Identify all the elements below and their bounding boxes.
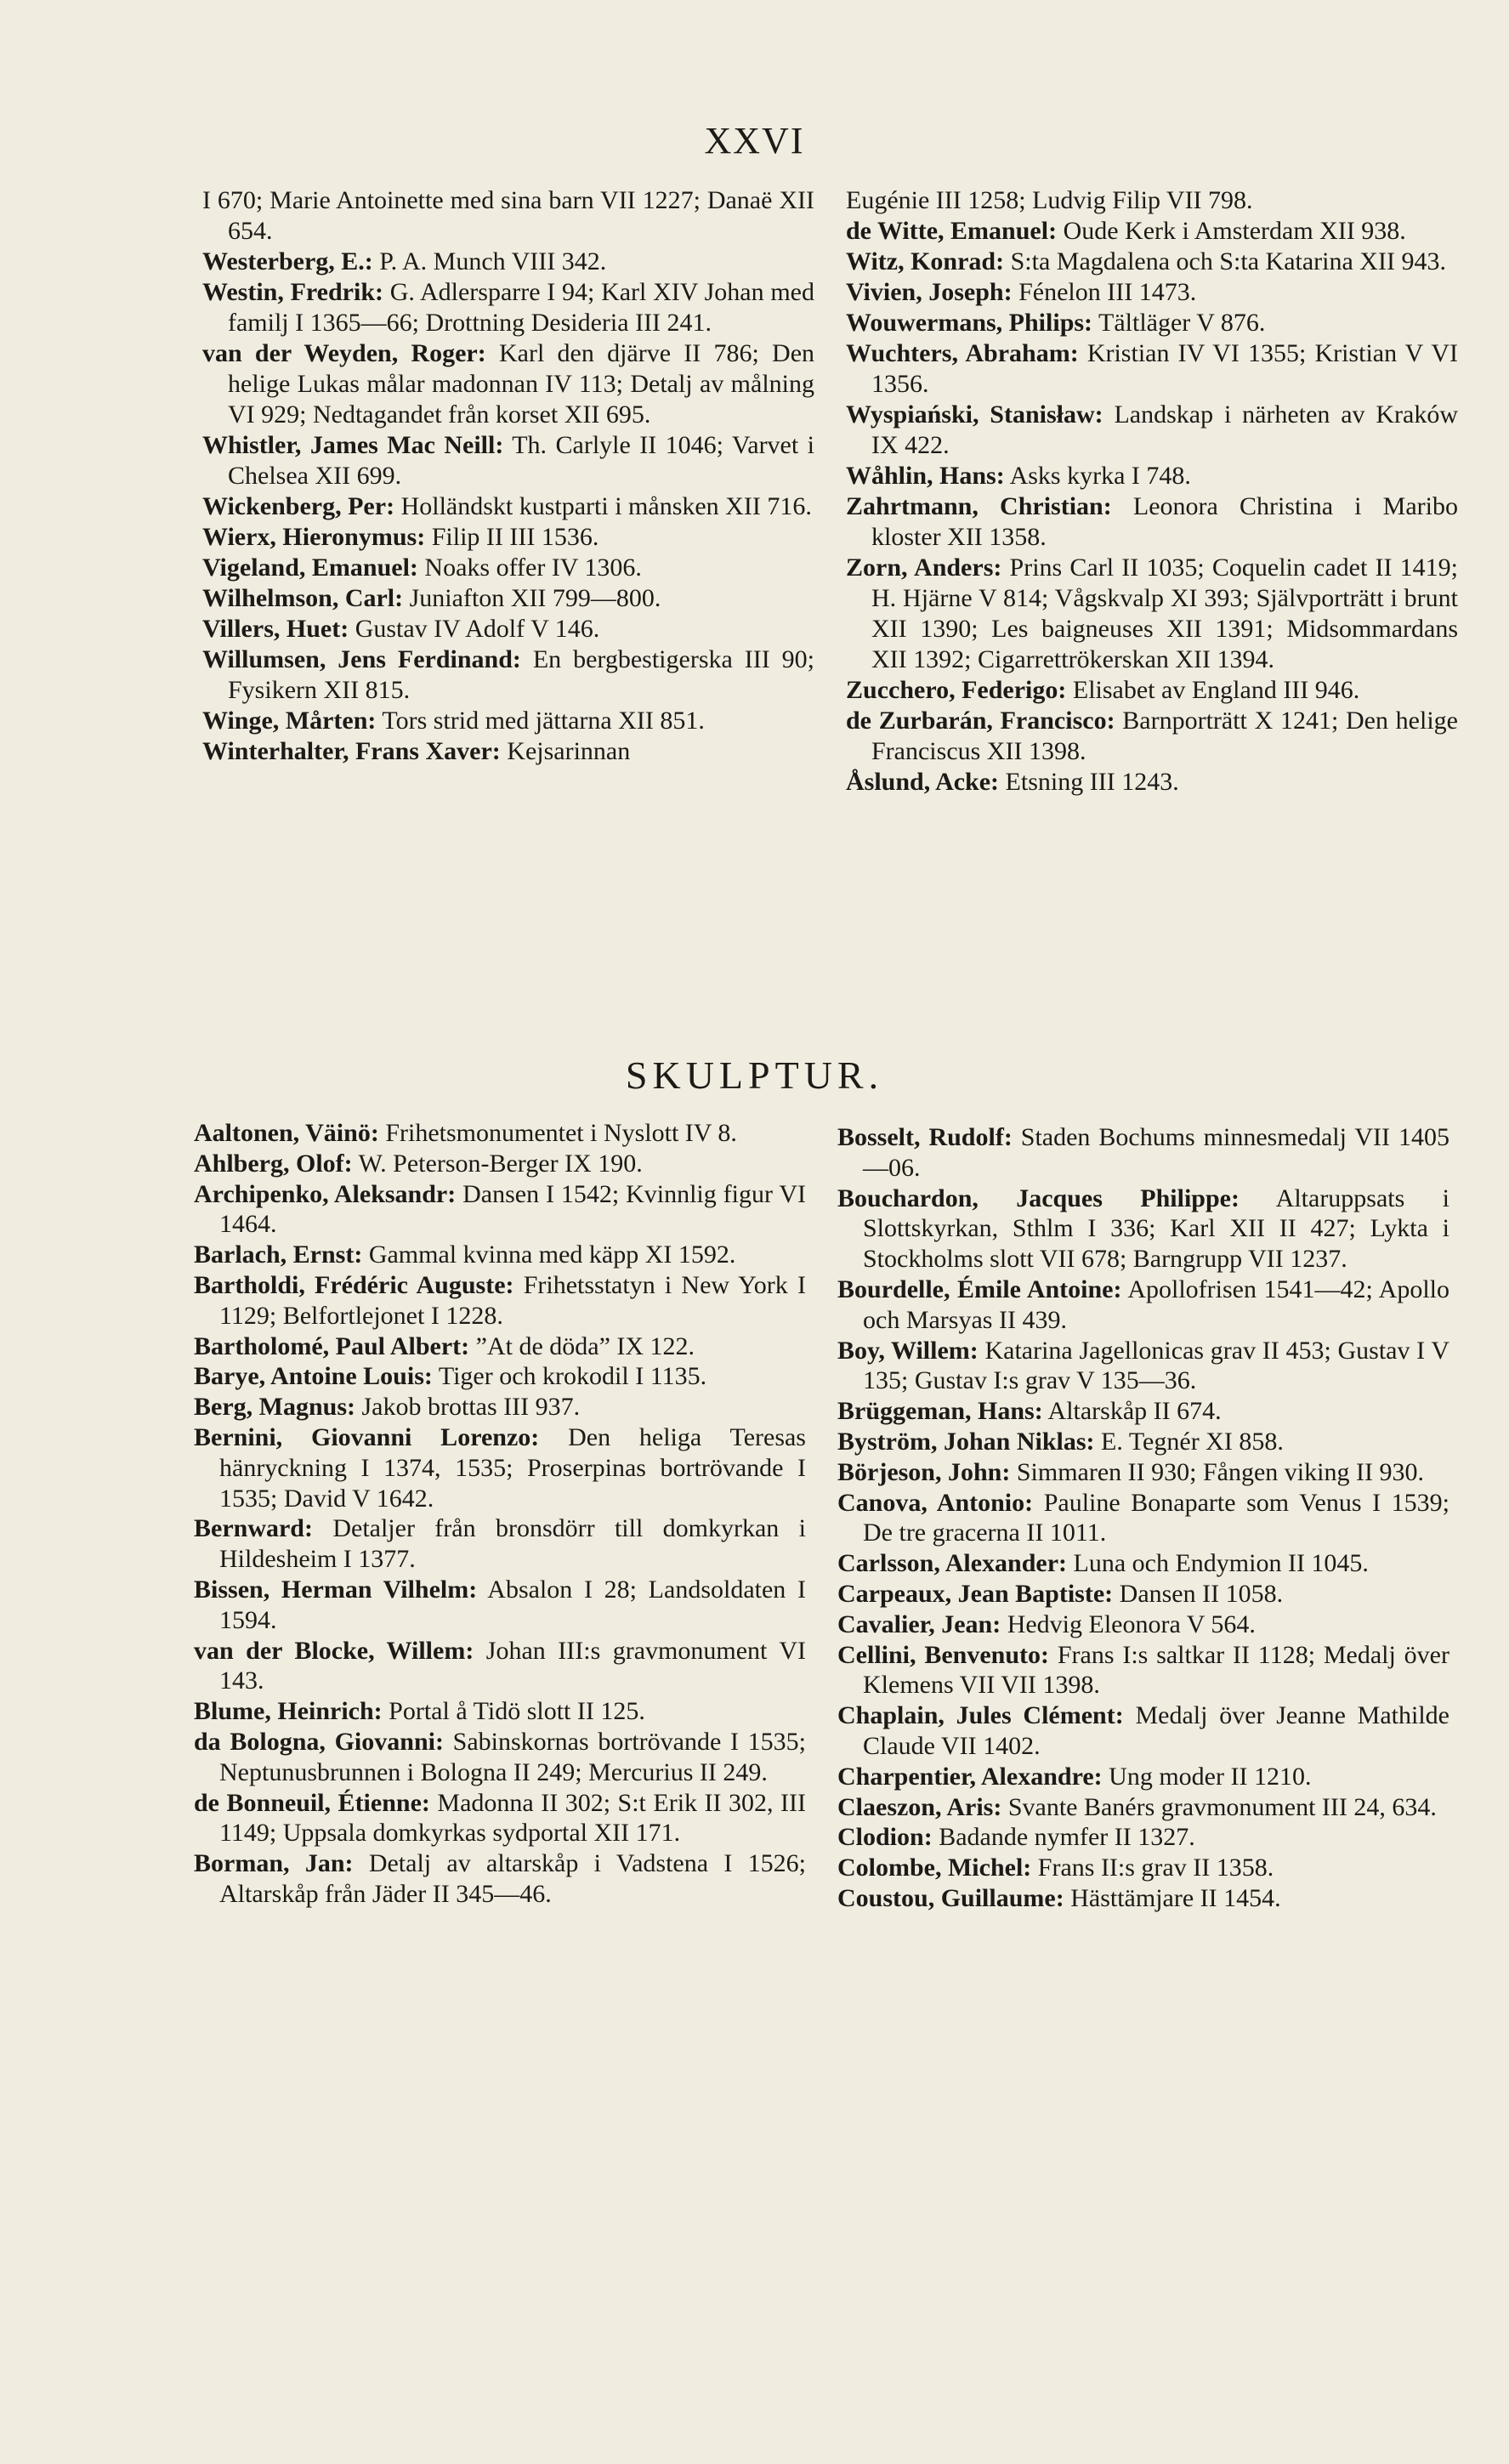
entry-name: da Bologna, Giovanni: <box>194 1727 444 1756</box>
index-column-top-left <box>202 185 814 767</box>
entry-name: de Zurbarán, Francisco: <box>846 707 1115 735</box>
entry-text: Prins Carl II 1035; Coquelin cadet II 1419; H. Hjärne V 814; Vågskvalp XI 393; Självporträtt i brunt XII 1390; Les baigneuses XII 1391; Midsommardans XII 1392; Cigarrettrökerskan XII 1394. <box>871 554 1458 673</box>
index-entry <box>837 1548 1449 1579</box>
entry-name: Bartholomé, Paul Albert: <box>194 1331 470 1360</box>
entry-name: Witz, Konrad: <box>846 247 1005 275</box>
entry-text: Altaruppsats i Slottskyrkan, Sthlm I 336; Karl XII II 427; Lykta i Stockholms slott VII 678; Barngrupp VII 1237. <box>863 1184 1449 1274</box>
entry-text: Holländskt kustparti i månsken XII 716. <box>394 492 812 520</box>
entry-name: Wyspiański, Stanisław: <box>846 400 1103 429</box>
entry-text: Eugénie III 1258; Ludvig Filip VII 798. <box>846 186 1253 214</box>
entry-name: Whistler, James Mac Neill: <box>202 431 504 459</box>
entry-text: Portal å Tidö slott II 125. <box>382 1697 645 1726</box>
entry-text: Sabinskornas bortrövande I 1535; Neptunusbrunnen i Bologna II 249; Mercurius II 249. <box>219 1727 807 1786</box>
index-entry <box>194 1727 806 1788</box>
section-title: SKULPTUR. <box>625 1053 884 1097</box>
entry-text: Jakob brottas III 937. <box>355 1393 581 1422</box>
entry-name: Boy, Willem: <box>837 1336 979 1365</box>
index-entry <box>837 1610 1449 1640</box>
entry-text: En bergbestigerska III 90; Fysikern XII 815. <box>228 645 814 704</box>
index-entry <box>202 277 814 338</box>
entry-text: Kejsarinnan <box>500 737 631 765</box>
entry-name: Cellini, Benvenuto: <box>837 1640 1050 1669</box>
index-entry <box>837 1427 1449 1457</box>
index-entry <box>837 1853 1449 1883</box>
entry-name: Clodion: <box>837 1823 933 1852</box>
entry-text: Etsning III 1243. <box>999 768 1179 796</box>
index-entry <box>837 1122 1449 1184</box>
entry-text: ”At de döda” IX 122. <box>469 1331 695 1360</box>
entry-name: Carpeaux, Jean Baptiste: <box>837 1579 1114 1608</box>
entry-name: Winge, Mårten: <box>202 707 377 735</box>
entry-text: P. A. Munch VIII 342. <box>372 247 607 275</box>
entry-text: Apollofrisen 1541—42; Apollo och Marsyas II 439. <box>863 1275 1449 1334</box>
index-column-bottom-left <box>194 1118 806 1910</box>
index-entry <box>194 1848 806 1910</box>
index-entry <box>846 706 1458 767</box>
entry-name: Canova, Antonio: <box>837 1488 1034 1517</box>
index-entry <box>846 400 1458 461</box>
entry-text: Gammal kvinna med käpp XI 1592. <box>362 1241 736 1269</box>
index-entry <box>202 185 814 247</box>
entry-text: Landskap i närheten av Kraków IX 422. <box>871 400 1458 459</box>
index-entry <box>837 1822 1449 1853</box>
entry-name: Barye, Antoine Louis: <box>194 1362 433 1391</box>
entry-text: Absalon I 28; Landsoldaten I 1594. <box>219 1575 806 1634</box>
entry-name: Winterhalter, Frans Xaver: <box>202 737 501 765</box>
index-column-bottom-right <box>837 1122 1449 1914</box>
index-entry <box>846 491 1458 553</box>
index-entry <box>846 675 1458 706</box>
index-entry <box>202 338 814 430</box>
entry-text: Juniafton XII 799—800. <box>403 584 661 612</box>
entry-name: Bouchardon, Jacques Philippe: <box>837 1184 1240 1212</box>
index-entry <box>202 614 814 644</box>
index-entry <box>837 1457 1449 1488</box>
entry-text: E. Tegnér XI 858. <box>1094 1427 1284 1456</box>
entry-name: Bernward: <box>194 1514 313 1543</box>
entry-text: Asks kyrka I 748. <box>1004 462 1191 490</box>
index-entry <box>202 736 814 767</box>
entry-text: Fénelon III 1473. <box>1012 278 1197 306</box>
index-entry <box>202 491 814 522</box>
index-entry <box>837 1640 1449 1701</box>
index-entry <box>846 216 1458 247</box>
entry-name: Vigeland, Emanuel: <box>202 554 418 582</box>
entry-text: Frans II:s grav II 1358. <box>1031 1854 1274 1882</box>
index-entry <box>202 644 814 706</box>
entry-text: Frihetsstatyn i New York I 1129; Belfortlejonet I 1228. <box>219 1270 806 1330</box>
entry-text: Noaks offer IV 1306. <box>417 554 642 582</box>
index-entry <box>194 1149 806 1179</box>
entry-name: Bourdelle, Émile Antoine: <box>837 1275 1122 1303</box>
index-entry <box>194 1575 806 1636</box>
index-entry <box>846 553 1458 675</box>
entry-text: W. Peterson-Berger IX 190. <box>352 1149 643 1178</box>
entry-name: Brüggeman, Hans: <box>837 1397 1043 1426</box>
entry-name: van der Weyden, Roger: <box>202 339 486 367</box>
entry-name: Bernini, Giovanni Lorenzo: <box>194 1422 540 1451</box>
entry-name: Wierx, Hieronymus: <box>202 523 426 551</box>
entry-text: Detaljer från bronsdörr till domkyrkan i Hildesheim I 1377. <box>219 1514 806 1574</box>
entry-name: Willumsen, Jens Ferdinand: <box>202 645 521 673</box>
entry-text: Barnporträtt X 1241; Den helige Franciscus XII 1398. <box>871 707 1458 765</box>
entry-name: Blume, Heinrich: <box>194 1697 383 1726</box>
entry-name: Ahlberg, Olof: <box>194 1149 353 1178</box>
index-entry <box>846 308 1458 338</box>
entry-text: Elisabet av England III 946. <box>1066 676 1360 704</box>
entry-text: Johan III:s gravmonument VI 143. <box>219 1636 806 1695</box>
index-entry <box>194 1422 806 1513</box>
entry-name: Wouwermans, Philips: <box>846 309 1093 337</box>
entry-name: Cavalier, Jean: <box>837 1610 1001 1638</box>
entry-text: Luna och Endymion II 1045. <box>1067 1549 1369 1578</box>
entry-name: Colombe, Michel: <box>837 1854 1032 1882</box>
index-entry <box>194 1331 806 1362</box>
entry-text: Ung moder II 1210. <box>1102 1762 1312 1791</box>
entry-name: Claeszon, Aris: <box>837 1792 1002 1821</box>
entry-name: Bartholdi, Frédéric Auguste: <box>194 1270 514 1299</box>
entry-name: Westerberg, E.: <box>202 247 373 275</box>
entry-name: Zahrtmann, Christian: <box>846 492 1112 520</box>
index-entry <box>837 1184 1449 1275</box>
entry-text: Pauline Bonaparte som Venus I 1539; De tre gracerna II 1011. <box>863 1488 1449 1547</box>
index-entry <box>837 1792 1449 1823</box>
entry-name: Vivien, Joseph: <box>846 278 1013 306</box>
entry-name: Börjeson, John: <box>837 1457 1011 1486</box>
index-entry <box>202 522 814 553</box>
entry-text: Frihetsmonumentet i Nyslott IV 8. <box>378 1119 737 1147</box>
index-entry <box>837 1883 1449 1914</box>
entry-text: Dansen I 1542; Kvinnlig figur VI 1464. <box>219 1179 806 1239</box>
entry-name: Aaltonen, Väinö: <box>194 1119 379 1147</box>
entry-text: Frans I:s saltkar II 1128; Medalj över Klemens VII VII 1398. <box>863 1640 1449 1700</box>
index-entry <box>194 1788 806 1849</box>
index-entry <box>194 1636 806 1697</box>
entry-name: Wickenberg, Per: <box>202 492 395 520</box>
index-entry <box>194 1392 806 1422</box>
entry-text: G. Adlersparre I 94; Karl XIV Johan med familj I 1365—66; Drottning Desideria III 241. <box>228 278 814 337</box>
index-entry <box>202 583 814 614</box>
entry-name: Borman, Jan: <box>194 1849 354 1878</box>
entry-text: Tors strid med jättarna XII 851. <box>376 707 705 735</box>
entry-name: Wuchters, Abraham: <box>846 339 1079 367</box>
entry-text: Badande nymfer II 1327. <box>932 1823 1195 1852</box>
index-entry <box>837 1275 1449 1336</box>
entry-name: Byström, Johan Niklas: <box>837 1427 1095 1456</box>
index-entry <box>194 1696 806 1727</box>
index-entry <box>846 338 1458 400</box>
entry-text: Simmaren II 930; Fången viking II 930. <box>1010 1457 1424 1486</box>
index-entry <box>837 1336 1449 1397</box>
index-entry <box>837 1396 1449 1427</box>
entry-text: Tältläger V 876. <box>1092 309 1266 337</box>
entry-text: Oude Kerk i Amsterdam XII 938. <box>1057 217 1406 245</box>
entry-name: Villers, Huet: <box>202 615 349 643</box>
entry-text: Karl den djärve II 786; Den helige Lukas målar madonnan IV 113; Detalj av målning VI 929; Nedtagandet från korset XII 695. <box>228 339 815 429</box>
entry-text: I 670; Marie Antoinette med sina barn VII 1227; Danaë XII 654. <box>202 186 814 245</box>
entry-text: Detalj av altarskåp i Vadstena I 1526; Altarskåp från Jäder II 345—46. <box>219 1849 806 1908</box>
entry-name: Bissen, Herman Vilhelm: <box>194 1575 478 1604</box>
entry-text: Tiger och krokodil I 1135. <box>432 1362 707 1391</box>
entry-text: Kristian IV VI 1355; Kristian V VI 1356. <box>871 339 1458 398</box>
index-entry <box>837 1579 1449 1610</box>
entry-name: Coustou, Guillaume: <box>837 1883 1064 1912</box>
entry-text: Filip II III 1536. <box>425 523 599 551</box>
index-entry <box>846 277 1458 308</box>
entry-name: Bosselt, Rudolf: <box>837 1123 1013 1151</box>
index-entry <box>837 1700 1449 1762</box>
entry-name: van der Blocke, Willem: <box>194 1636 474 1665</box>
index-entry <box>194 1361 806 1392</box>
entry-text: Gustav IV Adolf V 146. <box>349 615 600 643</box>
entry-name: Wåhlin, Hans: <box>846 462 1005 490</box>
entry-text: Den heliga Teresas hänryckning I 1374, 1535; Proserpinas bortrövande I 1535; David V 1642. <box>219 1422 806 1513</box>
index-entry <box>837 1488 1449 1549</box>
entry-text: Staden Bochums minnesmedalj VII 1405—06. <box>863 1123 1449 1182</box>
entry-name: Archipenko, Aleksandr: <box>194 1179 457 1208</box>
page-number: XXVI <box>704 120 805 162</box>
entry-name: Wilhelmson, Carl: <box>202 584 404 612</box>
entry-name: Westin, Fredrik: <box>202 278 383 306</box>
entry-text: Dansen II 1058. <box>1113 1579 1284 1608</box>
entry-name: Carlsson, Alexander: <box>837 1549 1067 1578</box>
entry-name: de Bonneuil, Étienne: <box>194 1788 430 1817</box>
entry-text: Svante Banérs gravmonument III 24, 634. <box>1001 1792 1437 1821</box>
index-entry <box>194 1118 806 1149</box>
entry-text: Hästtämjare II 1454. <box>1064 1883 1281 1912</box>
index-entry <box>202 247 814 277</box>
entry-text: Hedvig Eleonora V 564. <box>1001 1610 1256 1638</box>
entry-name: Zorn, Anders: <box>846 554 1002 582</box>
index-entry <box>202 553 814 583</box>
entry-name: Zucchero, Federigo: <box>846 676 1067 704</box>
index-entry <box>837 1762 1449 1792</box>
index-entry <box>846 247 1458 277</box>
entry-text: Leonora Christina i Maribo kloster XII 1358. <box>871 492 1458 551</box>
index-entry <box>194 1513 806 1575</box>
index-entry <box>194 1240 806 1270</box>
entry-name: Charpentier, Alexandre: <box>837 1762 1103 1791</box>
index-entry <box>202 706 814 736</box>
entry-text: Madonna II 302; S:t Erik II 302, III 1149; Uppsala domkyrkas sydportal XII 171. <box>219 1788 807 1848</box>
entry-name: de Witte, Emanuel: <box>846 217 1058 245</box>
index-entry <box>194 1179 806 1241</box>
entry-name: Åslund, Acke: <box>846 768 1000 796</box>
entry-text: Katarina Jagellonicas grav II 453; Gustav I V 135; Gustav I:s grav V 135—36. <box>863 1336 1449 1395</box>
index-entry <box>846 767 1458 798</box>
entry-text: S:ta Magdalena och S:ta Katarina XII 943. <box>1004 247 1446 275</box>
index-entry <box>194 1270 806 1331</box>
entry-text: Medalj över Jeanne Mathilde Claude VII 1402. <box>863 1701 1449 1760</box>
entry-text: Th. Carlyle II 1046; Varvet i Chelsea XII 699. <box>228 431 814 490</box>
entry-name: Chaplain, Jules Clément: <box>837 1701 1124 1730</box>
index-entry <box>202 430 814 491</box>
index-entry <box>846 185 1458 216</box>
entry-text: Altarskåp II 674. <box>1042 1397 1222 1426</box>
index-entry <box>846 461 1458 491</box>
entry-name: Barlach, Ernst: <box>194 1241 363 1269</box>
entry-name: Berg, Magnus: <box>194 1393 355 1422</box>
index-column-top-right <box>846 185 1458 798</box>
